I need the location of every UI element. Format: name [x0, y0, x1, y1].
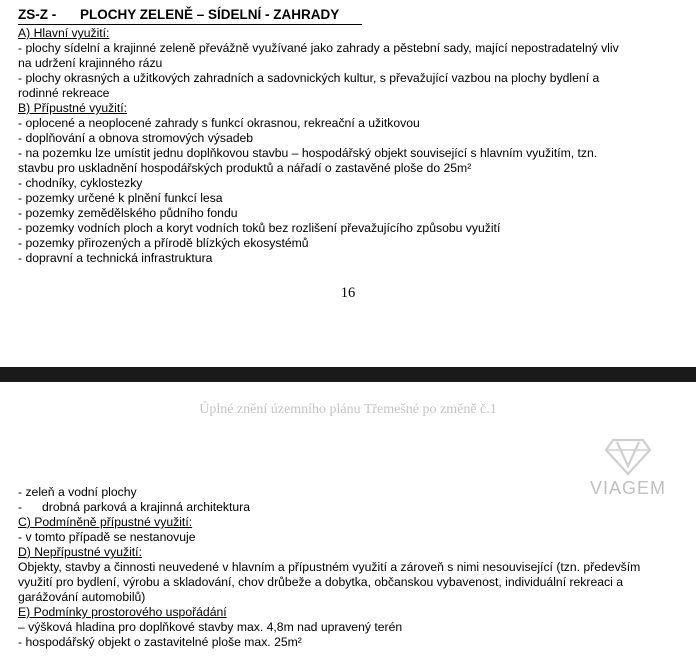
page2-body [18, 485, 690, 650]
section-b-title: B) Přípustné využití: [18, 101, 128, 115]
list-item: rodinné rekreace [18, 86, 110, 100]
list-item: - na pozemku lze umístit jednu doplňkovou stavbu – hospodářský objekt související s hlavním využitím, tzn. [18, 146, 598, 160]
section-c-title: C) Podmíněně přípustné využití: [18, 515, 193, 529]
page-number: 16 [340, 285, 356, 301]
running-header: Úplné znění územního plánu Třemešné po změně č.1 [199, 402, 497, 417]
section-heading [18, 6, 362, 25]
list-item: stavbu pro uskladnění hospodářských produktů a nářadí o zastavěné ploše do 25m² [18, 161, 472, 175]
list-item: - dopravní a technická infrastruktura [18, 251, 213, 265]
watermark-text: VIAGEM [589, 478, 666, 498]
list-item: - plochy sídelní a krajinné zeleně převážně využívané jako zahrady a pěstební sady, mající nepostradatelný vliv [18, 41, 619, 55]
list-item: na udržení krajinného rázu [18, 56, 163, 70]
list-item: – výšková hladina pro doplňkové stavby max. 4,8m nad upravený terén [18, 620, 403, 634]
section-d-title: D) Nepřípustné využití: [18, 545, 142, 559]
list-item: - doplňování a obnova stromových výsadeb [18, 131, 254, 145]
list-item: - oplocené a neoplocené zahrady s funkcí okrasnou, rekreační a užitkovou [18, 116, 420, 130]
paragraph: Objekty, stavby a činnosti neuvedené v hlavním a přípustném využití a zároveň s nimi nesouvisející (tzn. především využití pro bydlení, výrobu a skladování, chov drůbeže a dobytka, občanskou vybavenost, individuální rekreaci a garážování automobilů) [18, 560, 641, 604]
diamond-logo-icon [605, 438, 651, 476]
page-separator [0, 367, 696, 382]
list-item: - pozemky vodních ploch a koryt vodních toků bez rozlišení převažujícího způsobu využití [18, 221, 501, 235]
list-item: - hospodářský objekt o zastavitelné ploše max. 25m² [18, 635, 302, 649]
list-item: - v tomto případě se nestanovuje [18, 530, 196, 544]
list-item: - plochy okrasných a užitkových zahradních a sadovnických kultur, s převažující vazbou na plochy bydlení a [18, 71, 600, 85]
heading-code: ZS-Z - [18, 7, 57, 22]
page1-body [18, 26, 690, 266]
list-item: - pozemky přirozených a přírodě blízkých ekosystémů [18, 236, 309, 250]
list-item: - pozemky určené k plnění funkcí lesa [18, 191, 223, 205]
section-e-title: E) Podmínky prostorového uspořádání [18, 605, 227, 619]
section-a-title: A) Hlavní využití: [18, 26, 110, 40]
list-item: - pozemky zemědělského půdního fondu [18, 206, 238, 220]
heading-title: PLOCHY ZELENĚ – SÍDELNÍ - ZAHRADY [80, 7, 340, 22]
list-item: - drobná parková a krajinná architektura [18, 500, 250, 514]
list-item: - chodníky, cyklostezky [18, 176, 143, 190]
list-item: - zeleň a vodní plochy [18, 485, 137, 499]
